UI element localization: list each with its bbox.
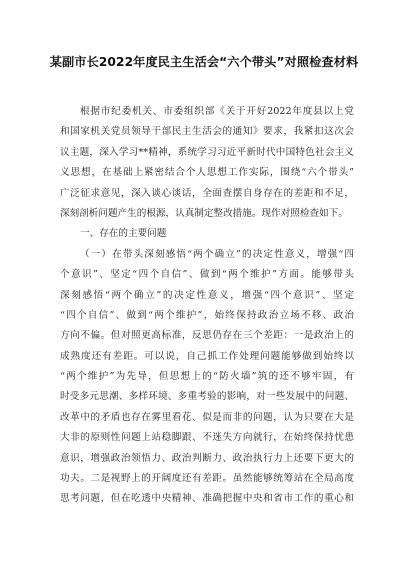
paragraph-line: 大非的原则性问题上站稳脚跟、不迷失方向就行，在始终保持忧患	[60, 432, 354, 444]
paragraph-line: 成熟度还有差距。可以说，自己抓工作处理问题能够做到始终以	[60, 350, 354, 362]
document-title: 某副市长2022年度民主生活会“六个带头”对照检查材料	[49, 55, 359, 69]
paragraph-line: 思考问题，但在吃透中央精神、准确把握中央和省市工作的重心和	[60, 493, 354, 505]
paragraph-line: （一）在带头深刻感悟“两个确立”的决定性意义，增强“四	[80, 248, 354, 260]
paragraph-line: 深刻剖析问题产生的根源，认真制定整改措施。现作对照检查如下。	[60, 207, 348, 219]
paragraph-line: 义思想，在基础上紧密结合个人思想工作实际，围绕“六个带头”	[60, 167, 354, 179]
paragraph-line: “两个维护”为先导，但思想上的“防火墙”筑的还不够牢固，有	[60, 371, 354, 383]
paragraph-line: 意识，增强政治领悟力、政治判断力、政治执行力上还要下更大的	[60, 452, 354, 464]
document-body	[60, 102, 354, 510]
paragraph-line: 时受多元思潮、多样环境、多重考验的影响，对一些发展中的问题、	[60, 391, 354, 403]
paragraph-line: “四个自信”、做到“两个维护”，始终保持政治立场不移、政治	[60, 309, 354, 321]
paragraph-line: 功夫。二是视野上的开阔度还有差距。虽然能够统筹站在全局高度	[60, 473, 354, 485]
paragraph-line: 方向不偏。但对照更高标准，反思仍存在三个差距：一是政治上的	[60, 330, 354, 342]
paragraph-line: 根据市纪委机关、市委组织部《关于开好2022年度县以上党	[80, 106, 354, 117]
paragraph-line: 改革中的矛盾也存在雾里看花、似是而非的问题，认为只要在大是	[60, 411, 354, 423]
paragraph-line: 个意识”、坚定“四个自信”、做到“两个维护”方面。能够带头	[60, 269, 354, 281]
paragraph-line: 和国家机关党员领导干部民主生活会的通知》要求，我紧扣这次会	[60, 126, 354, 138]
paragraph-line: 深刻感悟“两个确立”的决定性意义，增强“四个意识”、坚定	[60, 289, 354, 301]
paragraph-line: 广泛征求意见，深入谈心谈话，全面查摆自身存在的差距和不足，	[60, 187, 354, 199]
paragraph-line: 一、存在的主要问题	[80, 228, 167, 240]
paragraph-line: 议主题，深入学习**精神，系统学习习近平新时代中国特色社会主义	[60, 146, 354, 158]
